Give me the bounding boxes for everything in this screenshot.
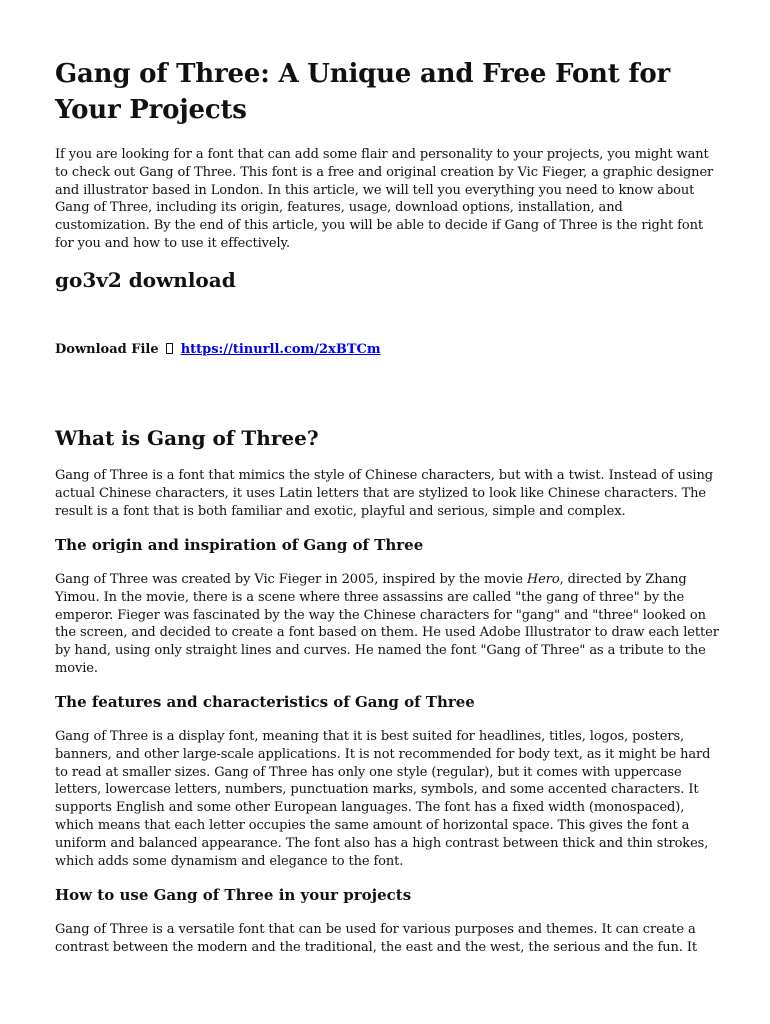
what-is-heading: What is Gang of Three? — [55, 426, 319, 450]
usage-paragraph: Gang of Three is a versatile font that can be used for various purposes and themes. It can create a contrast between the modern and the traditional, the east and the west, the serious and the fun. It — [55, 922, 698, 955]
features-paragraph: Gang of Three is a display font, meaning that it is best suited for headlines, titles, logos, posters, banners, and other large-scale applications. It is not recommended for body text, as it might be hard to read at smaller sizes. Gang of Three has only one style (regular), but it comes with uppercase letters, lowercase letters, numbers, punctuation marks, symbols, and some accented characters. It supports English and some other European languages. The font has a fixed width (monospaced), which means that each letter occupies the same amount of horizontal space. This gives the font a uniform and balanced appearance. The font also has a high contrast between thick and thin strokes, which adds some dynamism and elegance to the font. — [55, 729, 711, 869]
download-line — [55, 341, 381, 359]
page-title: Gang of Three: A Unique and Free Font for Your Projects — [55, 59, 670, 125]
features-heading: The features and characteristics of Gang of Three — [55, 693, 475, 711]
download-label: Download File — [55, 342, 159, 357]
download-link[interactable]: https://tinurll.com/2xBTCm — [180, 342, 381, 357]
download-heading: go3v2 download — [55, 268, 236, 292]
box-glyph-icon — [166, 343, 173, 354]
movie-title: Hero — [526, 572, 560, 587]
what-is-paragraph: Gang of Three is a font that mimics the style of Chinese characters, but with a twist. Instead of using actual Chinese characters, it uses Latin letters that are stylized to look like Chinese characters. The result is a font that is both familiar and exotic, playful and serious, simple and complex. — [55, 468, 713, 519]
intro-paragraph: If you are looking for a font that can add some flair and personality to your projects, you might want to check out Gang of Three. This font is a free and original creation by Vic Fieger, a graphic designer and illustrator based in London. In this article, we will tell you everything you need to know about Gang of Three, including its origin, features, usage, download options, installation, and customization. By the end of this article, you will be able to decide if Gang of Three is the right font for you and how to use it effectively. — [55, 147, 714, 251]
origin-heading: The origin and inspiration of Gang of Three — [55, 536, 424, 554]
origin-text-end: , directed by Zhang Yimou. In the movie, there is a scene where three assassins are called "the gang of three" by the emperor. Fieger was fascinated by the way the Chinese characters for "gang" and "three" looked on the screen, and decided to create a font based on them. He used Adobe Illustrator to draw each letter by hand, using only straight lines and curves. He named the font "Gang of Three" as a tribute to the movie. — [55, 572, 719, 676]
origin-text-start: Gang of Three was created by Vic Fieger in 2005, inspired by the movie — [55, 572, 527, 587]
usage-heading: How to use Gang of Three in your projects — [55, 886, 412, 904]
origin-paragraph — [55, 571, 720, 678]
